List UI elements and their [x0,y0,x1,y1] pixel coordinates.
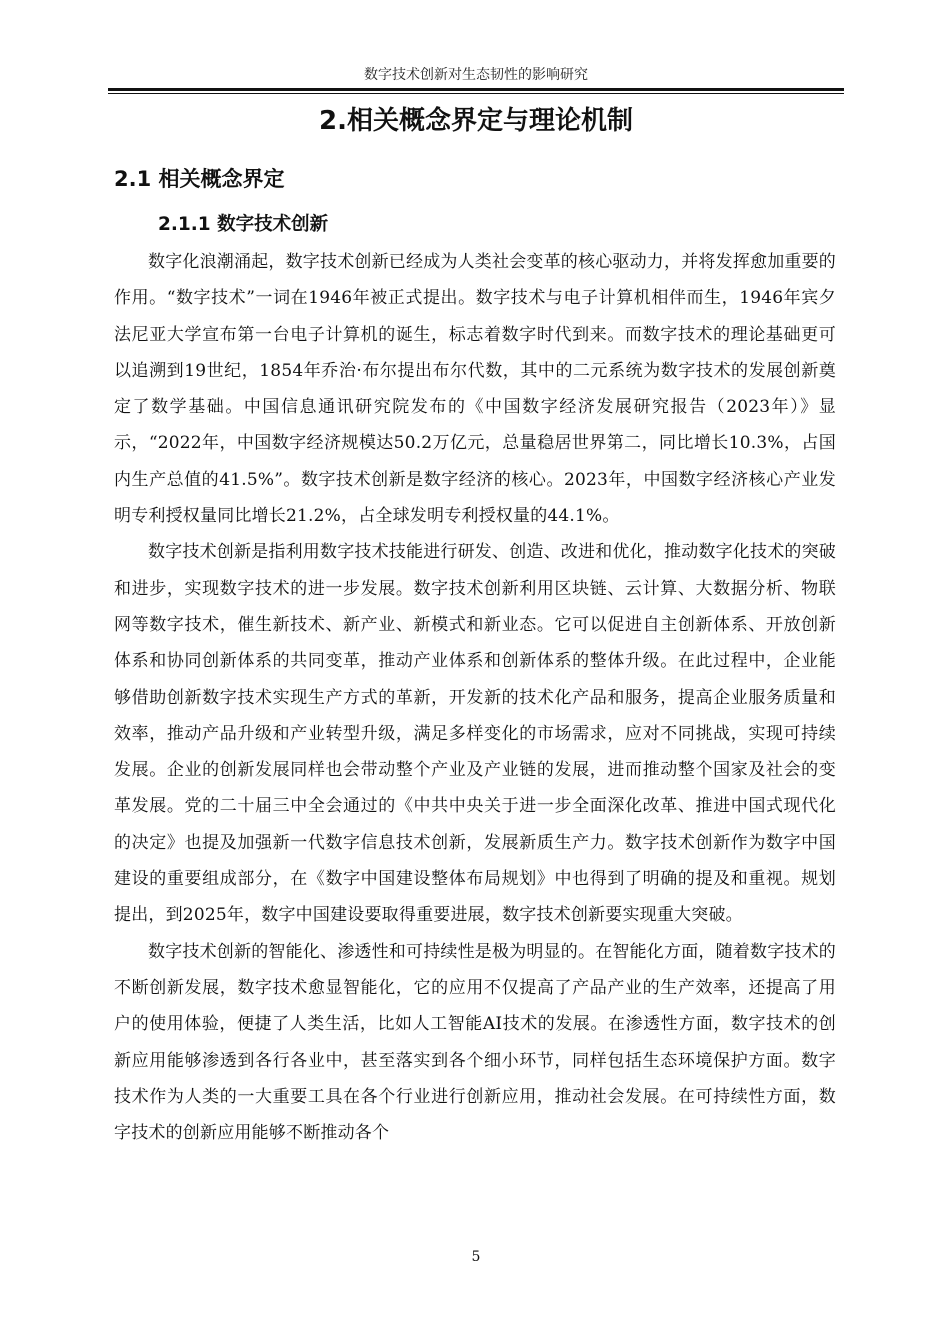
section-title: 2.1 相关概念界定 [114,167,285,191]
subsection-title: 2.1.1 数字技术创新 [158,214,329,235]
paragraph-3: 数字技术创新的智能化、渗透性和可持续性是极为明显的。在智能化方面，随着数字技术的不断创新发展，数字技术愈显智能化，它的应用不仅提高了产品产业的生产效率，还提高了用户的使用体验，便捷了人类生活，比如人工智能AI技术的发展。在渗透性方面，数字技术的创新应用能够渗透到各行各业中，甚至落实到各个细小环节，同样包括生态环境保护方面。数字技术作为人类的一大重要工具在各个行业进行创新应用，推动社会发展。在可持续性方面，数字技术的创新应用能够不断推动各个 [114,941,836,1144]
page-number: 5 [471,1249,481,1265]
header-rule-thin [108,93,844,94]
body-text [114,244,836,1151]
header-rule-thick [108,88,844,91]
paragraph-1: 数字化浪潮涌起，数字技术创新已经成为人类社会变革的核心驱动力，并将发挥愈加重要的作用。“数字技术”一词在1946年被正式提出。数字技术与电子计算机相伴而生，1946年宾夕法尼亚大学宣布第一台电子计算机的诞生，标志着数字时代到来。而数字技术的理论基础更可以追溯到19世纪，1854年乔治·布尔提出布尔代数，其中的二元系统为数字技术的发展创新奠定了数学基础。中国信息通讯研究院发布的《中国数字经济发展研究报告（2023年）》显示，“2022年，中国数字经济规模达50.2万亿元，总量稳居世界第二，同比增长10.3%，占国内生产总值的41.5%”。数字技术创新是数字经济的核心。2023年，中国数字经济核心产业发明专利授权量同比增长21.2%，占全球发明专利授权量的44.1%。 [114,252,836,527]
chapter-title: 2.相关概念界定与理论机制 [319,106,633,136]
paragraph-2: 数字技术创新是指利用数字技术技能进行研发、创造、改进和优化，推动数字化技术的突破和进步，实现数字技术的进一步发展。数字技术创新利用区块链、云计算、大数据分析、物联网等数字技术，催生新技术、新产业、新模式和新业态。它可以促进自主创新体系、开放创新体系和协同创新体系的共同变革，推动产业体系和创新体系的整体升级。在此过程中，企业能够借助创新数字技术实现生产方式的革新，开发新的技术化产品和服务，提高企业服务质量和效率，推动产品升级和产业转型升级，满足多样变化的市场需求，应对不同挑战，实现可持续发展。企业的创新发展同样也会带动整个产业及产业链的发展，进而推动整个国家及社会的变革发展。党的二十届三中全会通过的《中共中央关于进一步全面深化改革、推进中国式现代化的决定》也提及加强新一代数字信息技术创新，发展新质生产力。数字技术创新作为数字中国建设的重要组成部分，在《数字中国建设整体布局规划》中也得到了明确的提及和重视。规划提出，到2025年，数字中国建设要取得重要进展，数字技术创新要实现重大突破。 [114,542,836,926]
running-header: 数字技术创新对生态韧性的影响研究 [364,67,588,83]
